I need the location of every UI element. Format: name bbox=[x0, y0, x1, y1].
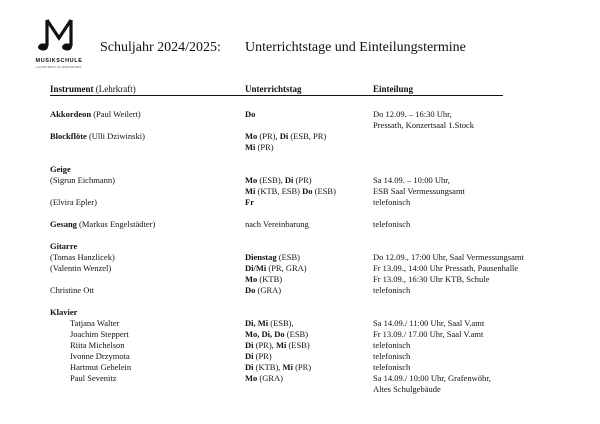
row-klavier-day: Di (PR), Mi (ESB) bbox=[245, 340, 310, 350]
row-gesang-day: nach Vereinbarung bbox=[245, 219, 309, 229]
row-klavier-teacher: Riita Michelson bbox=[70, 340, 125, 350]
row-geige-teacher-2: (Elvira Epler) bbox=[50, 197, 97, 207]
header-instrument-label: Instrument bbox=[50, 84, 94, 94]
instrument-name: Gesang bbox=[50, 219, 77, 229]
row-geige-teacher-1: (Sigrun Eichmann) bbox=[50, 175, 115, 185]
row-akkordeon-assignment-2: Pressath, Konzertsaal 1.Stock bbox=[373, 120, 475, 130]
header-assignment-label: Einteilung bbox=[373, 84, 414, 94]
row-gitarre-t2-assignment-2: Fr 13.09., 16:30 Uhr KTB, Schule bbox=[373, 274, 490, 284]
row-geige-t2-day: Fr bbox=[245, 197, 254, 207]
row-klavier-assignment: telefonisch bbox=[373, 340, 411, 350]
row-klavier-day: Di, Mi (ESB), bbox=[245, 318, 294, 328]
teacher-name: (Ulli Dziwinski) bbox=[86, 131, 145, 141]
row-klavier-day: Di (PR) bbox=[245, 351, 272, 361]
row-klavier-teacher: Paul Sevenitz bbox=[70, 373, 117, 383]
header-assignment bbox=[373, 84, 503, 96]
row-klavier-assignment: Sa 14.09./ 11:00 Uhr, Saal V.amt bbox=[373, 318, 485, 328]
row-gitarre-t2-day: Di/Mi (PR, GRA) bbox=[245, 263, 307, 273]
section-klavier: Klavier bbox=[50, 307, 78, 317]
row-gitarre-t3-day: Do (GRA) bbox=[245, 285, 282, 295]
musikschule-logo bbox=[28, 16, 90, 70]
header-day-label: Unterrichtstag bbox=[245, 84, 302, 94]
row-gitarre-t2-day-2: Mo (KTB) bbox=[245, 274, 283, 284]
section-geige: Geige bbox=[50, 164, 71, 174]
row-gitarre-teacher-1: (Tomas Hanzlicek) bbox=[50, 252, 115, 262]
header-instrument bbox=[50, 84, 250, 96]
row-akkordeon-assignment: Do 12.09. – 16:30 Uhr, bbox=[373, 109, 452, 119]
row-gitarre-t1-assignment: Do 12.09., 17:00 Uhr, Saal Vermessungsamt bbox=[373, 252, 524, 262]
row-klavier-teacher: Hartmut Gebelein bbox=[70, 362, 132, 372]
teacher-name: (Markus Engelstädter) bbox=[76, 219, 156, 229]
row-akkordeon-day: Do bbox=[245, 109, 256, 119]
header-instrument-note: (Lehrkraft) bbox=[93, 84, 136, 94]
header-day bbox=[245, 84, 373, 96]
row-blockfloete-day-2: Mi (PR) bbox=[245, 142, 274, 152]
teacher-name: (Paul Weilert) bbox=[91, 109, 141, 119]
row-gitarre-t2-assignment: Fr 13.09., 14:00 Uhr Pressath, Pausenhalle bbox=[373, 263, 519, 273]
row-gitarre-t3-assignment: telefonisch bbox=[373, 285, 411, 295]
row-klavier-assignment-2: Altes Schulgebäude bbox=[373, 384, 441, 394]
row-geige-t1-day-2: Mi (KTB, ESB) Do (ESB) bbox=[245, 186, 336, 196]
row-klavier-assignment: telefonisch bbox=[373, 362, 411, 372]
row-geige-t1-day: Mo (ESB), Di (PR) bbox=[245, 175, 312, 185]
instrument-name: Blockflöte bbox=[50, 131, 87, 141]
row-gitarre-t1-day: Dienstag (ESB) bbox=[245, 252, 301, 262]
row-klavier-teacher: Joachim Steppert bbox=[70, 329, 129, 339]
row-klavier-day: Mo, Di, Do (ESB) bbox=[245, 329, 309, 339]
row-klavier-assignment: Sa 14.09./ 10:00 Uhr, Grafenwöhr, bbox=[373, 373, 491, 383]
section-gitarre: Gitarre bbox=[50, 241, 78, 251]
row-klavier-assignment: telefonisch bbox=[373, 351, 411, 361]
school-year-title: Schuljahr 2024/2025: bbox=[100, 40, 221, 55]
music-note-logo-icon bbox=[38, 16, 80, 58]
row-klavier-teacher: Tatjana Walter bbox=[70, 318, 120, 328]
row-klavier-day: Di (KTB), Mi (PR) bbox=[245, 362, 312, 372]
logo-subtitle: LANDKREIS SCHWANDORF bbox=[36, 65, 82, 69]
row-akkordeon-instrument bbox=[50, 109, 141, 120]
row-gesang-instrument bbox=[50, 219, 155, 230]
instrument-name: Akkordeon bbox=[50, 109, 92, 119]
row-geige-t1-assignment-2: ESB Saal Vermessungsamt bbox=[373, 186, 465, 196]
row-klavier-assignment: Fr 13.09./ 17.00 Uhr, Saal V.amt bbox=[373, 329, 484, 339]
row-klavier-day: Mo (GRA) bbox=[245, 373, 284, 383]
row-blockfloete-day: Mo (PR), Di (ESB, PR) bbox=[245, 131, 327, 141]
row-klavier-teacher: Ivonne Drzymota bbox=[70, 351, 130, 361]
row-gitarre-teacher-2: (Valentin Wenzel) bbox=[50, 263, 112, 273]
row-geige-t2-assignment: telefonisch bbox=[373, 197, 411, 207]
page-title: Unterrichtstage und Einteilungstermine bbox=[245, 40, 466, 55]
row-blockfloete-instrument bbox=[50, 131, 145, 142]
row-gesang-assignment: telefonisch bbox=[373, 219, 411, 229]
row-gitarre-teacher-3: Christine Ott bbox=[50, 285, 95, 295]
logo-name: MUSIKSCHULE bbox=[35, 58, 83, 64]
row-geige-t1-assignment: Sa 14.09. – 10:00 Uhr, bbox=[373, 175, 450, 185]
